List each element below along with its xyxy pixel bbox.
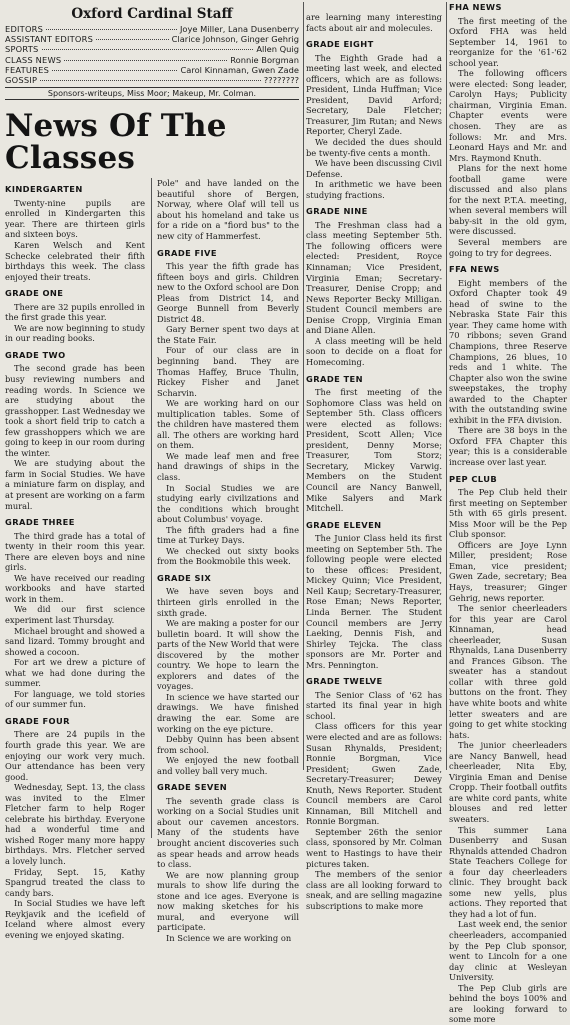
article-paragraph: The junior cheerleaders are Nancy Banwell, head cheerleader, Nita Eby, Virginia Eman and Denise Cropp. Their football outfits are white cord pants, white blouses and red letter sweaters.: [449, 740, 567, 825]
article-paragraph: In Science we are working on: [166, 932, 292, 943]
section-heading: PEP CLUB: [449, 473, 498, 484]
section-heading: GRADE FIVE: [157, 247, 217, 258]
article-paragraph: We are now beginning to study in our reading books.: [5, 322, 145, 344]
article-paragraph: We are studying about the farm in Social Studies. We have a miniature farm on display, and at present are working on a farm mural.: [5, 458, 145, 511]
section-heading: GRADE SEVEN: [157, 782, 228, 793]
article-paragraph: We decided the dues should be twenty-five cents a month.: [306, 137, 442, 158]
article-paragraph: Karen Welsch and Kent Schecke celebrated their fifth birthdays this week. The class enjoyed their treats.: [5, 239, 145, 282]
article-paragraph: The seventh grade class is working on a Social Studies unit about our cavemen ancestors. Many of the students have brought ancient discoveries such as spear heads and arrow heads to class.: [157, 795, 299, 870]
leader-dots: [40, 80, 261, 81]
article-paragraph: Michael brought and showed a sand lizard. Tommy brought and showed a cocoon.: [5, 625, 145, 657]
article-paragraph: Last week end, the senior cheerleaders, accompanied by the Pep Club sponsor, went to Lincoln for a one day clinic at Wesleyan University.: [449, 919, 567, 983]
article-paragraph: Eight members of the Oxford Chapter took 49 head of swine to the Nebraska State Fair this year. They came home with 70 ribbons; seven Grand Champions, three Reserve Champions, 26 blues, 10 reds and 1 white. The Chapter also won the swine sweepstakes, the trophy awarded to the Chapter with the outstanding swine exhibit in the FFA division.: [449, 277, 567, 425]
article-paragraph: Twenty-nine pupils are enrolled in Kindergarten this year. There are thirteen girls and sixteen boys.: [5, 197, 145, 240]
page-headline: News Of The Classes: [5, 108, 227, 177]
staff-rows: [5, 24, 299, 85]
article-paragraph: In Social Studies we are studying early civilizations and the conditions which brought about Columbus' voyage.: [157, 482, 299, 525]
section-heading: KINDERGARTEN: [5, 184, 83, 195]
article-paragraph: We are now planning group murals to show life during the stone and ice ages. Everyone is now making sketches for his mural, and everyone will participate.: [157, 869, 299, 933]
staff-row: [5, 44, 299, 54]
article-paragraph: are learning many interesting facts about air and molecules.: [306, 12, 442, 33]
article-paragraph: The first meeting of the Sophomore Class was held on September 5th. Class officers were elected as follows: President, Scott Allen; Vice president, Denny Morse; Treasurer, Tom Storz; Secretary, Mickey Varwig. Members on the Student Council are Nancy Banwell, Mike Salyers and Mark Mitchell.: [306, 387, 442, 514]
article-paragraph: We have received our reading workbooks and have started work in them.: [5, 572, 145, 604]
staff-role: SPORTS: [5, 44, 39, 55]
staff-names: Ronnie Borgman: [230, 54, 299, 65]
article-paragraph: This summer Lana Dusenberry and Susan Rhynalds attended Chadron State Teachers College for a four day cheerleaders clinic. They brought back some new yells, plus actions. They reported that they had a lot of fun.: [449, 824, 567, 919]
staff-role: CLASS NEWS: [5, 54, 62, 65]
article-paragraph: The second grade has been busy reviewing numbers and reading words. In Science we are studying about the grasshopper. Last Wednesday we took a short field trip to catch a few grasshoppers which we are going to keep in our room during the winter.: [5, 363, 145, 458]
article-paragraph: The following officers were elected: Song leader, Carolyn Hays; Publicity chairman, Virginia Eman. Chapter events were chosen. They are as follows: Mr. and Mrs. Leonard Hays and Mr. and Mrs. Raymond Knuth.: [449, 68, 567, 163]
article-paragraph: In science we have started our drawings. We have finished drawing the ear. Some are working on the eye picture.: [157, 691, 299, 734]
section-heading: GRADE EIGHT: [306, 39, 374, 50]
article-paragraph: The senior cheerleaders for this year are Carol Kinnaman, head cheerleader, Susan Rhynalds, Lana Dusenberry and Frances Gibson. The sweater has a standout collar with three gold buttons on the front. They have white boots and white letter sweaters and are going to get white stocking hats.: [449, 603, 567, 740]
leader-dots: [42, 49, 254, 50]
article-paragraph: The Senior Class of '62 has started its final year in high school.: [306, 689, 442, 721]
article-paragraph: The Junior Class held its first meeting on September 5th. The following people were elected to these offices: President, Mickey Quinn; Vice President, Neil Kaup; Secretary-Treasurer, Rose Eman; News Reporter, Linda Berner. The Student Council members are Jerry Laeking, Dennis Fish, and Shirley Tejcka. The class sponsors are Mr. Porter and Mrs. Pennington.: [306, 533, 442, 670]
staff-names: Carol Kinnaman, Gwen Zade: [180, 64, 299, 75]
column-divider: [303, 2, 304, 770]
article-paragraph: We are making a poster for our bulletin board. It will show the parts of the New World that were discovered by the mother country. We hope to learn the explorers and dates of the voyages.: [157, 618, 299, 692]
leader-dots: [96, 39, 169, 40]
staff-names: ????????: [263, 75, 299, 86]
section-heading: GRADE TWELVE: [306, 676, 383, 687]
article-paragraph: We have been discussing Civil Defense.: [306, 158, 442, 179]
article-paragraph: Plans for the next home football game were discussed and also plans for the next P.T.A. meeting, when several members will baby-sit in the old gym, were discussed.: [449, 163, 567, 237]
section-heading: GRADE TWO: [5, 349, 66, 360]
staff-role: FEATURES: [5, 64, 50, 75]
section-heading: GRADE FOUR: [5, 715, 70, 726]
staff-row: [5, 24, 299, 34]
article-paragraph: There are 32 pupils enrolled in the first grade this year.: [5, 301, 145, 323]
article-paragraph: We are working hard on our multiplication tables. Some of the children have mastered them all. The others are working hard on them.: [157, 398, 299, 451]
staff-note: Sponsors-writeups, Miss Moor; Makeup, Mr. Colman.: [5, 87, 299, 100]
article-paragraph: The members of the senior class are all looking forward to sneak, and are selling magazine subscriptions to make more: [306, 869, 442, 911]
article-paragraph: We enjoyed the new football and volley ball very much.: [157, 755, 299, 776]
article-paragraph: The first meeting of the Oxford FHA was held September 14, 1961 to reorganize for the '61-'62 school year.: [449, 15, 567, 68]
staff-role: GOSSIP: [5, 75, 38, 86]
article-paragraph: There are 38 boys in the Oxford FFA Chapter this year; this is a considerable increase over last year.: [449, 425, 567, 467]
column-b: [157, 178, 299, 943]
section-heading: GRADE ONE: [5, 288, 64, 299]
article-paragraph: Pole" and have landed on the beautiful shore of Bergen, Norway, where Olaf will tell us about his homeland and take us for a ride on a "fiord bus" to the new city of Hammerfest.: [157, 178, 299, 241]
article-paragraph: A class meeting will be held soon to decide on a float for Homecoming.: [306, 335, 442, 367]
leader-dots: [46, 29, 177, 30]
leader-dots: [64, 60, 227, 61]
article-paragraph: This year the fifth grade has fifteen boys and girls. Children new to the Oxford school are Don Pleas from District 14, and George Bunnell from Beverly District 48.: [157, 261, 299, 324]
staff-role: EDITORS: [5, 24, 44, 34]
section-heading: GRADE NINE: [306, 206, 368, 217]
article-paragraph: Officers are Joye Lynn Miller, president; Rose Eman, vice president; Gwen Zade, secretary; Bea Hays, treasurer; Ginger Gehrig, news reporter.: [449, 539, 567, 603]
staff-names: Allen Quig: [256, 44, 299, 55]
article-paragraph: The fifth graders had a fine time at Turkey Days.: [157, 524, 299, 546]
article-paragraph: The Pep Club held their first meeting on September 5th with 65 girls present. Miss Moor will be the Pep Club sponsor.: [449, 487, 567, 540]
staff-row: [5, 75, 299, 85]
section-heading: GRADE TEN: [306, 373, 363, 384]
staff-title: Oxford Cardinal Staff: [71, 6, 233, 22]
section-heading: FHA NEWS: [449, 2, 502, 12]
article-paragraph: In arithmetic we have been studying fractions.: [306, 179, 442, 200]
article-paragraph: The third grade has a total of twenty in their room this year. There are eleven boys and nine girls.: [5, 530, 145, 573]
article-paragraph: We have seven boys and thirteen girls enrolled in the sixth grade.: [157, 586, 299, 618]
article-paragraph: We made leaf men and free hand drawings of ships in the class.: [157, 450, 299, 482]
article-paragraph: We checked out sixty books from the Bookmobile this week.: [157, 545, 299, 567]
article-paragraph: The Freshman class had a class meeting September 5th. The following officers were elected: President, Royce Kinnaman; Vice President, Virginia Eman; Secretary-Treasurer, Denise Cropp; and News Reporter Becky Milligan. Student Council members are Denise Cropp, Virginia Eman and Diane Allen.: [306, 219, 442, 336]
staff-names: Clarice Johnson, Ginger Gehrig: [171, 34, 299, 45]
article-paragraph: Four of our class are in beginning band. They are Thomas Haffey, Bruce Thulin, Rickey Fisher and Janet Scharvin.: [157, 345, 299, 398]
staff-row: [5, 34, 299, 44]
staff-box: [5, 6, 299, 100]
column-c: [306, 12, 442, 911]
article-paragraph: Gary Berner spent two days at the State Fair.: [157, 324, 299, 345]
left-block: [5, 4, 299, 943]
section-heading: GRADE THREE: [5, 517, 75, 528]
column-divider: [151, 178, 152, 838]
article-paragraph: Class officers for this year were elected and are as follows: Susan Rhynalds, President; Ronnie Borgman, Vice President; Gwen Zade, Secretary-Treasurer; Dewey Knuth, News Reporter. Student Council members are Carol Kinnaman, Bill Mitchell and Ronnie Borgman.: [306, 721, 442, 827]
article-paragraph: Several members are going to try for degrees.: [449, 237, 567, 258]
article-paragraph: We did our first science experiment last Thursday.: [5, 604, 145, 625]
article-paragraph: In Social Studies we have left Reykjavik and the icefield of Iceland where almost every evening we enjoyed skating.: [5, 898, 145, 940]
article-paragraph: Friday, Sept. 15, Kathy Spangrud treated the class to candy bars.: [5, 866, 145, 898]
article-paragraph: Wednesday, Sept. 13, the class was invited to the Elmer Fletcher farm to help Roger celebrate his birthday. Everyone had a wonderful time and wished Roger many more happy birthdays. Mrs. Fletcher served a lovely lunch.: [5, 782, 145, 867]
section-heading: GRADE ELEVEN: [306, 519, 382, 530]
article-paragraph: The Eighth Grade had a meeting last week, and elected officers, which are as follows: President, Linda Huffman; Vice President, David Arford; Secretary, Dale Fletcher; Treasurer, Jim Rutan; and News Reporter, Cheryl Zade.: [306, 52, 442, 137]
article-paragraph: For language, we told stories of our summer fun.: [5, 688, 145, 710]
article-paragraph: There are 24 pupils in the fourth grade this year. We are enjoying our work very much. Our attendance has been very good.: [5, 729, 145, 782]
staff-row: [5, 55, 299, 65]
staff-row: [5, 65, 299, 75]
article-paragraph: Debby Quinn has been absent from school.: [157, 734, 299, 755]
staff-names: Joye Miller, Lana Dusenberry: [179, 24, 299, 34]
section-heading: FFA NEWS: [449, 264, 500, 275]
column-d: [449, 2, 567, 1025]
article-paragraph: The Pep Club girls are behind the boys 100% and are looking forward to some more: [449, 982, 567, 1025]
article-paragraph: September 26th the senior class, sponsored by Mr. Colman went to Hastings to have their pictures taken.: [306, 826, 442, 869]
column-divider: [446, 2, 447, 770]
staff-role: ASSISTANT EDITORS: [5, 34, 94, 45]
headline-columns: [5, 178, 299, 943]
leader-dots: [52, 70, 177, 71]
column-a: [5, 178, 145, 940]
article-paragraph: For art we drew a picture of what we had done during the summer.: [5, 657, 145, 689]
section-heading: GRADE SIX: [157, 572, 212, 583]
